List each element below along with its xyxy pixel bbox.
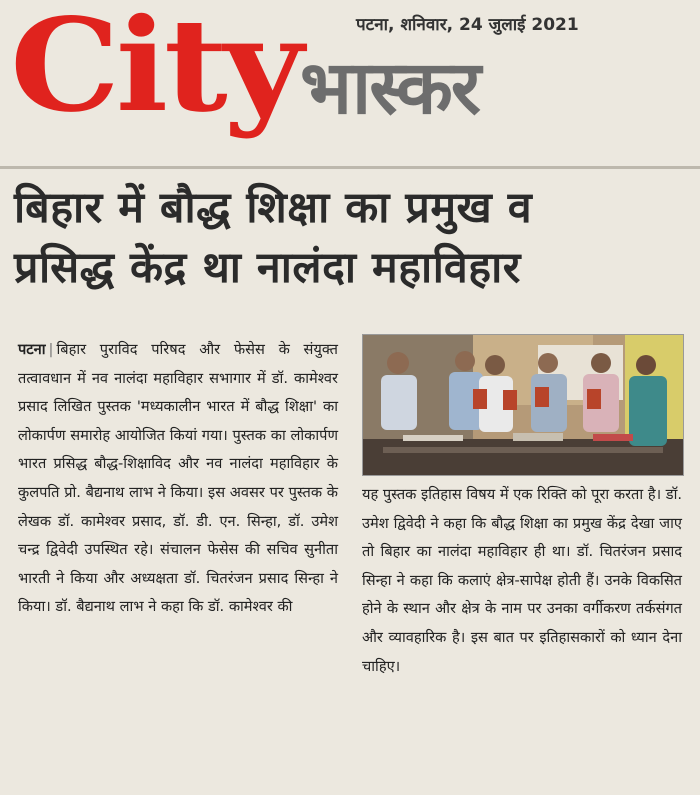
event-photo xyxy=(362,334,684,476)
headline-line-1: बिहार में बौद्ध शिक्षा का प्रमुख व xyxy=(14,183,533,233)
masthead xyxy=(0,0,700,165)
article-place: पटना xyxy=(18,341,46,358)
article-column-left xyxy=(18,336,338,622)
headline xyxy=(14,178,694,298)
masthead-divider xyxy=(0,166,700,169)
city-logo-text: City xyxy=(10,0,300,141)
bhaskar-logo-text: भास्कर xyxy=(300,45,480,131)
event-photo-illustration xyxy=(363,335,683,475)
dateline: पटना, शनिवार, 24 जुलाई 2021 xyxy=(356,15,579,35)
article-left-text: बिहार पुराविद परिषद और फेसेस के संयुक्त तत्वावधान में नव नालंदा महाविहार सभागार में डॉ. कामेश्वर प्रसाद लिखित पुस्तक 'मध्यकालीन भारत में बौद्ध शिक्षा' का लोकार्पण समारोह आयोजित कियां गया। पुस्तक का लोकार्पण भारत प्रसिद्ध बौद्ध-शिक्षाविद और नव नालंदा महाविहार के कुलपति प्रो. बैद्यनाथ लाभ ने किया। इस अवसर पर पुस्तक के लेखक डॉ. कामेश्वर प्रसाद, डॉ. डी. एन. सिन्हा, डॉ. उमेश चन्द्र द्विवेदी उपस्थित रहे। संचालन फेसेस की सचिव सुनीता भारती ने किया और अध्यक्षता डॉ. चितरंजन प्रसाद सिन्हा ने किया। डॉ. बैद्यनाथ लाभ ने कहा कि डॉ. कामेश्वर की xyxy=(18,341,338,616)
article-column-right: यह पुस्तक इतिहास विषय में एक रिक्ति को पूरा करता है। डॉ. उमेश द्विवेदी ने कहा कि बौद्ध शिक्षा का प्रमुख केंद्र देखा जाए तो बिहार का नालंदा महाविहार ही था। डॉ. चितरंजन प्रसाद सिन्हा ने कहा कि कलाएं क्षेत्र-सापेक्ष होती हैं। उनके विकसित होने के स्थान और क्षेत्र के नाम पर उनका वर्गीकरण तर्कसंगत और व्यावहारिक है। इस बात पर इतिहासकारों को ध्यान देना चाहिए। xyxy=(362,486,682,675)
headline-line-2: प्रसिद्ध केंद्र था नालंदा महाविहार xyxy=(14,243,521,293)
place-separator: | xyxy=(48,341,54,358)
